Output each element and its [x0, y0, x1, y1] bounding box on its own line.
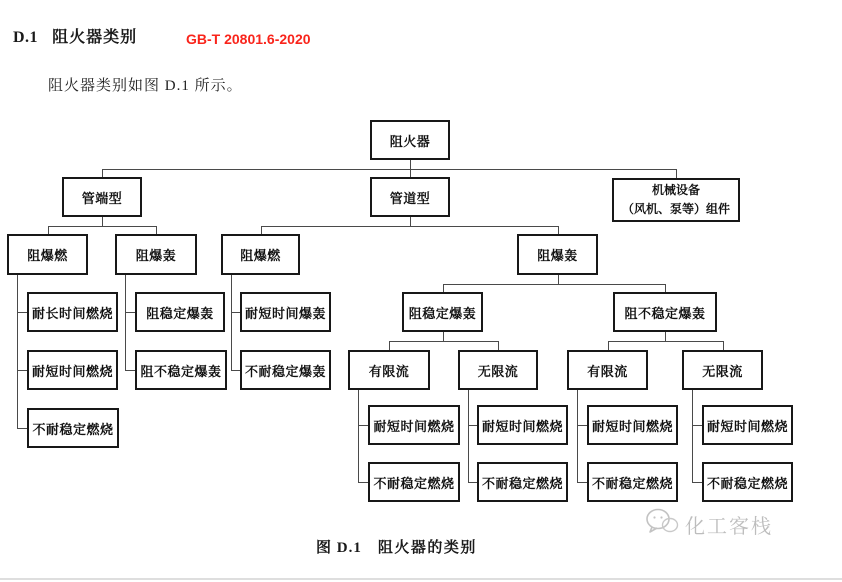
connector-line [389, 341, 498, 342]
diagram-node-sd_e [135, 292, 225, 332]
diagram-node-nfr1 [458, 350, 538, 390]
diagram-node-nsb2 [477, 462, 568, 502]
connector-line [468, 390, 469, 482]
diagram-node-mech [612, 178, 740, 222]
diagram-node-nsb3 [587, 462, 678, 502]
connector-line [17, 312, 27, 313]
connector-line [692, 390, 693, 482]
connector-line [468, 425, 477, 426]
connector-line [676, 169, 677, 178]
node-label: 无限流 [477, 363, 519, 379]
node-label: 不耐稳定燃烧 [706, 475, 788, 491]
connector-line [48, 226, 156, 227]
node-label: 机械设备 [651, 183, 700, 198]
connector-line [102, 169, 676, 170]
diagram-node-ud_i [613, 292, 717, 332]
connector-line [17, 428, 27, 429]
node-label: 阻稳定爆轰 [408, 305, 477, 321]
connector-line [102, 217, 103, 226]
connector-line [723, 341, 724, 350]
node-label: 不耐稳定燃烧 [373, 475, 455, 491]
connector-line [17, 275, 18, 428]
node-label: 耐短时间燃烧 [31, 363, 113, 379]
node-label: 阻不稳定爆轰 [624, 305, 706, 321]
node-label: 阻稳定爆轰 [146, 305, 214, 321]
connector-line [443, 332, 444, 341]
connector-line [558, 275, 559, 284]
connector-line [410, 169, 411, 177]
connector-line [577, 425, 587, 426]
node-label: 管端型 [81, 190, 123, 206]
node-label: 耐短时间燃烧 [591, 418, 673, 434]
page-bottom-divider [0, 578, 842, 580]
connector-line [665, 284, 666, 292]
diagram-node-fr1 [348, 350, 430, 390]
connector-line [17, 370, 27, 371]
connector-line [125, 275, 126, 370]
connector-line [231, 370, 240, 371]
connector-line [468, 482, 477, 483]
figure-caption [316, 536, 477, 557]
node-label: 阻火器 [389, 133, 431, 149]
diagram-node-stb1 [368, 405, 460, 445]
connector-line [358, 482, 368, 483]
node-label-line2: （风机、泵等）组件 [621, 202, 730, 216]
connector-line [692, 482, 702, 483]
section-title: 阻火器类别 [52, 29, 138, 46]
diagram-node-nfr2 [682, 350, 763, 390]
connector-line [358, 390, 359, 482]
connector-line [125, 370, 135, 371]
watermark [645, 508, 773, 541]
connector-line [443, 284, 444, 292]
diagram-node-fr2 [567, 350, 648, 390]
connector-line [231, 312, 240, 313]
connector-line [577, 482, 587, 483]
connector-line [443, 284, 665, 285]
diagram-node-nsb1 [368, 462, 460, 502]
diagram-node-il_def [221, 234, 300, 275]
node-label: 有限流 [587, 363, 628, 379]
node-label: 有限流 [368, 363, 410, 379]
node-label: 阻爆轰 [537, 248, 578, 263]
node-label: 阻爆轰 [135, 248, 177, 263]
connector-line [358, 425, 368, 426]
diagram-node-il_det [517, 234, 598, 275]
diagram-node-stb_e [27, 350, 118, 390]
diagram-node-stb2 [477, 405, 568, 445]
node-label: 耐短时间燃烧 [373, 418, 455, 434]
diagram-node-ud_e [135, 350, 227, 390]
connector-line [389, 341, 390, 350]
node-label: 不耐稳定燃烧 [591, 475, 673, 491]
diagram-node-nsd_i [240, 350, 331, 390]
figure-title: 阻火器的类别 [377, 540, 477, 556]
connector-line [608, 341, 723, 342]
section-number: D.1 [13, 29, 39, 46]
node-label: 阻不稳定爆轰 [140, 363, 222, 379]
standard-reference-label: GB-T 20801.6-2020 [186, 31, 311, 47]
diagram-node-pl [370, 177, 450, 217]
node-label: 不耐稳定爆轰 [244, 363, 326, 379]
node-label: 管道型 [389, 190, 431, 206]
diagram-node-pd [62, 177, 142, 217]
connector-line [410, 217, 411, 226]
connector-line [608, 341, 609, 350]
connector-line [102, 169, 103, 177]
node-label: 不耐稳定燃烧 [481, 475, 563, 491]
node-label: 耐长时间燃烧 [31, 305, 113, 321]
diagram-node-stb4 [702, 405, 793, 445]
watermark-text: 化工客栈 [685, 516, 773, 538]
node-label: 耐短时间爆轰 [244, 305, 326, 321]
connector-line [156, 226, 157, 234]
connector-line [498, 341, 499, 350]
node-label: 不耐稳定燃烧 [32, 421, 114, 437]
node-label: 耐短时间燃烧 [706, 418, 788, 434]
diagram-node-eol_det [115, 234, 197, 275]
node-label: 耐短时间燃烧 [481, 418, 563, 434]
connector-line [261, 226, 262, 234]
diagram-node-nsb4 [702, 462, 793, 502]
figure-number: 图 D.1 [316, 540, 362, 556]
connector-line [558, 226, 559, 234]
connector-line [692, 425, 702, 426]
connector-line [48, 226, 49, 234]
diagram-node-std_i [240, 292, 331, 332]
diagram-node-sd_i [402, 292, 483, 332]
connector-line [261, 226, 558, 227]
connector-line [410, 160, 411, 169]
wechat-icon [645, 508, 679, 541]
connector-line [125, 312, 135, 313]
diagram-node-eb [27, 292, 118, 332]
node-label: 阻爆燃 [27, 248, 68, 263]
intro-text: 阻火器类别如图 D.1 所示。 [48, 78, 243, 94]
diagram-node-stb3 [587, 405, 678, 445]
connector-line [665, 332, 666, 341]
connector-line [577, 390, 578, 482]
diagram-node-root [370, 120, 450, 160]
connector-line [231, 275, 232, 370]
diagram-node-eol_def [7, 234, 88, 275]
diagram-node-nsb_e [27, 408, 119, 448]
node-label: 阻爆燃 [240, 248, 281, 263]
node-label: 无限流 [702, 363, 743, 379]
